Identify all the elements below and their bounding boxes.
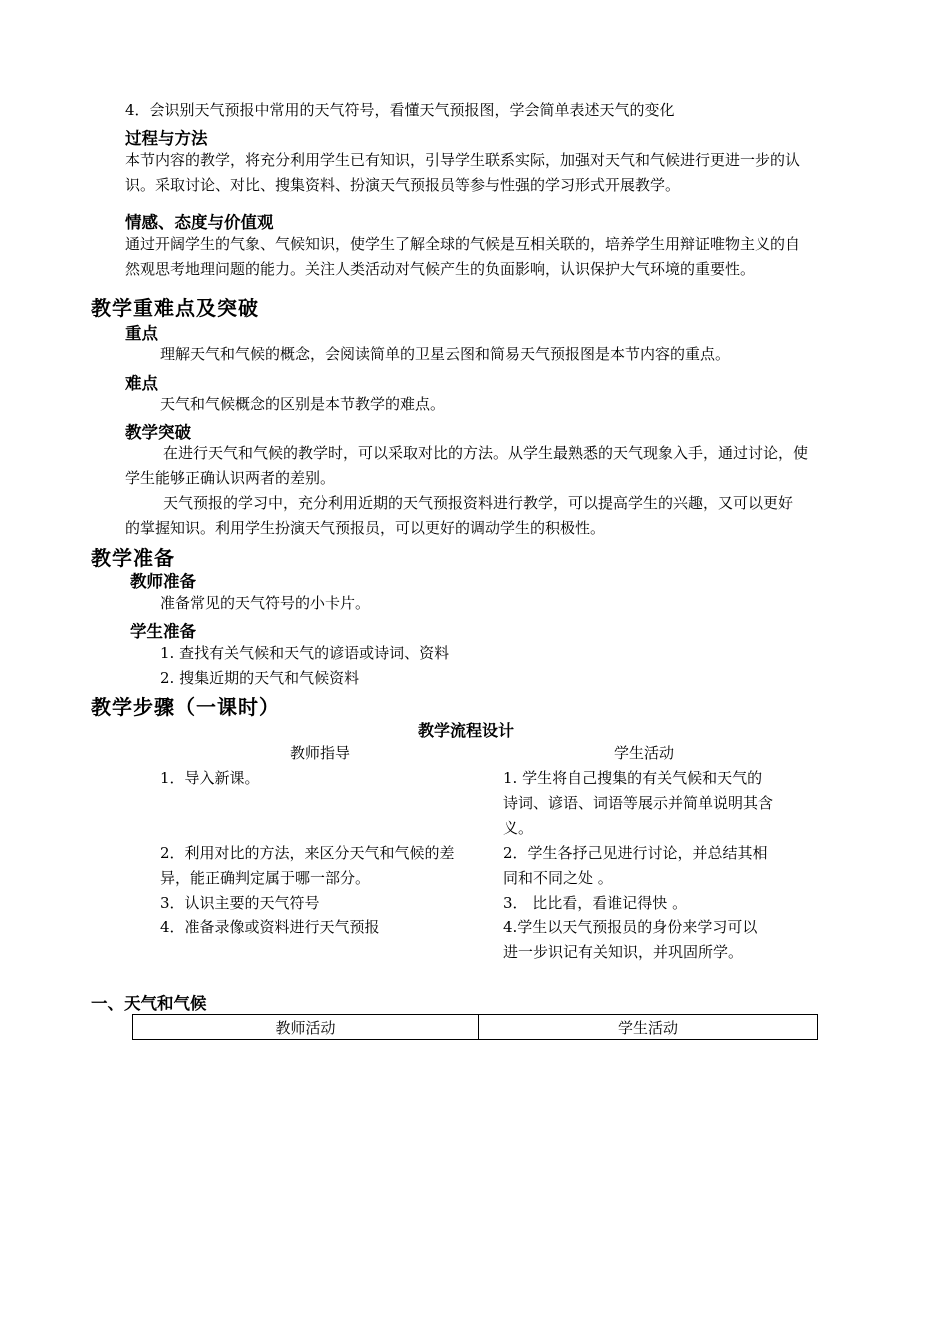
focus-heading: 重点 bbox=[125, 324, 158, 343]
flow-student-1-line-3: 义。 bbox=[503, 819, 534, 837]
key-points-heading: 教学重难点及突破 bbox=[91, 296, 259, 320]
emotion-heading: 情感、态度与价值观 bbox=[125, 213, 274, 232]
flow-title: 教学流程设计 bbox=[418, 721, 515, 740]
breakthrough-heading: 教学突破 bbox=[125, 423, 191, 442]
breakthrough-2-line-1: 天气预报的学习中，充分利用近期的天气预报资料进行教学，可以提高学生的兴趣，又可以更好 bbox=[163, 494, 794, 512]
flow-teacher-3: 3．认识主要的天气符号 bbox=[160, 894, 320, 912]
flow-teacher-2-line-1: 2．利用对比的方法，来区分天气和气候的差 bbox=[160, 844, 455, 862]
flow-col-teacher: 教师指导 bbox=[290, 744, 351, 762]
section-1-heading: 一、天气和气候 bbox=[91, 994, 207, 1013]
steps-heading: 教学步骤（一课时） bbox=[91, 695, 280, 719]
flow-student-2-line-2: 同和不同之处 。 bbox=[503, 869, 613, 887]
emotion-line-1: 通过开阔学生的气象、气候知识，使学生了解全球的气候是互相关联的，培养学生用辩证唯物主义的自 bbox=[125, 235, 801, 253]
teacher-prep-text: 准备常见的天气符号的小卡片。 bbox=[160, 594, 371, 612]
breakthrough-1-line-2: 学生能够正确认识两者的差别。 bbox=[125, 469, 336, 487]
flow-student-2-line-1: 2．学生各抒己见进行讨论，并总结其相 bbox=[503, 844, 768, 862]
objective-item-4: 4．会识别天气预报中常用的天气符号，看懂天气预报图，学会简单表述天气的变化 bbox=[125, 101, 675, 119]
activity-col-teacher: 教师活动 bbox=[133, 1015, 479, 1040]
activity-col-student: 学生活动 bbox=[479, 1015, 818, 1040]
process-method-heading: 过程与方法 bbox=[125, 129, 208, 148]
process-method-line-1: 本节内容的教学，将充分利用学生已有知识，引导学生联系实际，加强对天气和气候进行更进一步的认 bbox=[125, 151, 801, 169]
difficulty-heading: 难点 bbox=[125, 374, 158, 393]
flow-student-4-line-2: 进一步识记有关知识，并巩固所学。 bbox=[503, 943, 744, 961]
student-prep-item-2: 2. 搜集近期的天气和气候资料 bbox=[160, 669, 360, 687]
flow-student-3: 3． 比比看，看谁记得快 。 bbox=[503, 894, 688, 912]
breakthrough-1-line-1: 在进行天气和气候的教学时，可以采取对比的方法。从学生最熟悉的天气现象入手，通过讨论，使 bbox=[163, 444, 809, 462]
flow-student-1-line-2: 诗词、谚语、词语等展示并简单说明其含 bbox=[503, 794, 774, 812]
breakthrough-2-line-2: 的掌握知识。利用学生扮演天气预报员，可以更好的调动学生的积极性。 bbox=[125, 519, 606, 537]
flow-col-student: 学生活动 bbox=[614, 744, 675, 762]
emotion-line-2: 然观思考地理问题的能力。关注人类活动对气候产生的负面影响，认识保护大气环境的重要性。 bbox=[125, 260, 756, 278]
student-prep-heading: 学生准备 bbox=[130, 622, 196, 641]
activity-table bbox=[132, 1014, 818, 1040]
flow-teacher-1: 1．导入新课。 bbox=[160, 769, 260, 787]
flow-teacher-4: 4．准备录像或资料进行天气预报 bbox=[160, 918, 380, 936]
difficulty-text: 天气和气候概念的区别是本节教学的难点。 bbox=[160, 395, 446, 413]
flow-teacher-2-line-2: 异，能正确判定属于哪一部分。 bbox=[160, 869, 371, 887]
preparation-heading: 教学准备 bbox=[91, 546, 175, 570]
student-prep-item-1: 1. 查找有关气候和天气的谚语或诗词、资料 bbox=[160, 644, 450, 662]
teacher-prep-heading: 教师准备 bbox=[130, 572, 196, 591]
table-row bbox=[133, 1015, 818, 1040]
focus-text: 理解天气和气候的概念，会阅读简单的卫星云图和简易天气预报图是本节内容的重点。 bbox=[160, 345, 731, 363]
flow-student-1-line-1: 1. 学生将自己搜集的有关气候和天气的 bbox=[503, 769, 763, 787]
process-method-line-2: 识。采取讨论、对比、搜集资料、扮演天气预报员等参与性强的学习形式开展教学。 bbox=[125, 176, 681, 194]
flow-student-4-line-1: 4.学生以天气预报员的身份来学习可以 bbox=[503, 918, 758, 936]
